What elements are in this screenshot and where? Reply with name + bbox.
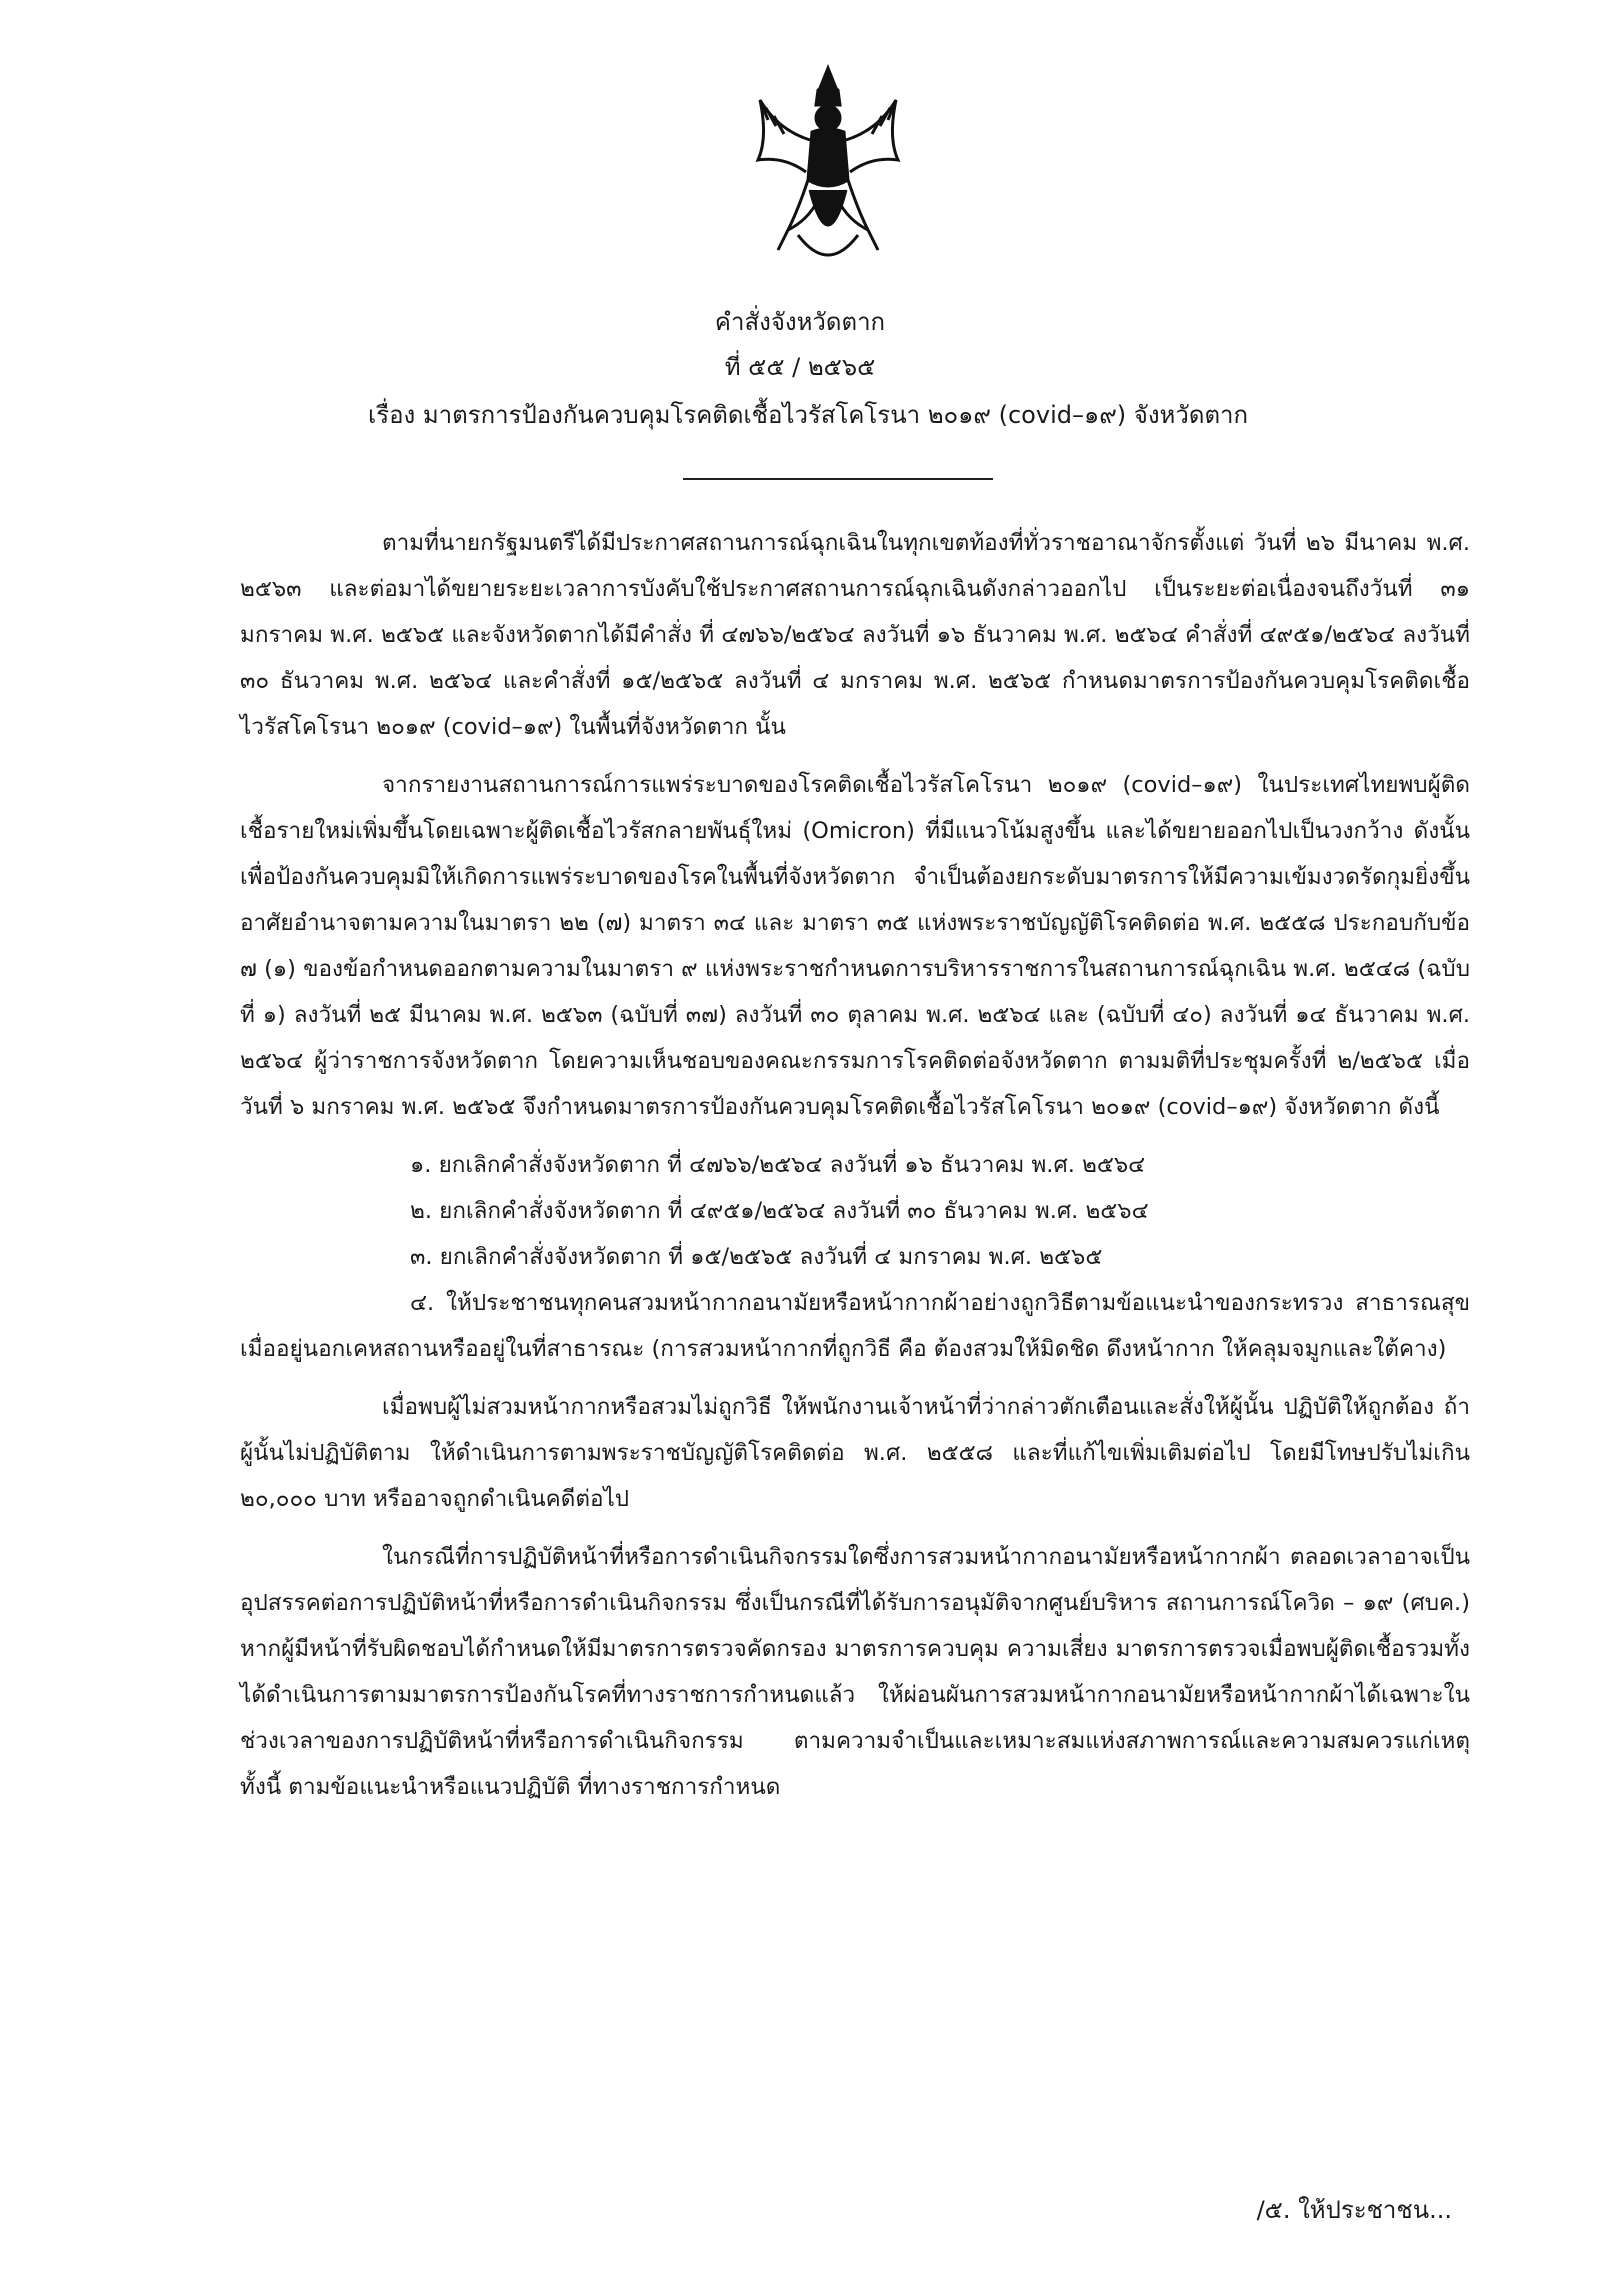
paragraph-authority: จากรายงานสถานการณ์การแพร่ระบาดของโรคติดเชื้อไวรัสโคโรนา ๒๐๑๙ (covid–๑๙) ในประเทศไทยพบผู้ติดเชื้อรายใหม่เพิ่มขึ้นโดยเฉพาะผู้ติดเชื้อไวรัสกลายพันธุ์ใหม่ (Omicron) ที่มีแนวโน้มสูงขึ้น และได้ขยายออกไปเป็นวงกว้าง ดังนั้น เพื่อป้องกันควบคุมมิให้เกิดการแพร่ระบาดของโรคในพื้นที่จังหวัดตาก จำเป็นต้องยกระดับมาตรการให้มีความเข้มงวดรัดกุมยิ่งขึ้น อาศัยอำนาจตามความในมาตรา ๒๒ (๗) มาตรา ๓๔ และ มาตรา ๓๕ แห่งพระราชบัญญัติโรคติดต่อ พ.ศ. ๒๕๕๘ ประกอบกับข้อ ๗ (๑) ของข้อกำหนดออกตามความในมาตรา ๙ แห่งพระราชกำหนดการบริหารราชการในสถานการณ์ฉุกเฉิน พ.ศ. ๒๕๔๘ (ฉบับที่ ๑) ลงวันที่ ๒๕ มีนาคม พ.ศ. ๒๕๖๓ (ฉบับที่ ๓๗) ลงวันที่ ๓๐ ตุลาคม พ.ศ. ๒๕๖๔ และ (ฉบับที่ ๔๐) ลงวันที่ ๑๔ ธันวาคม พ.ศ. ๒๕๖๔ ผู้ว่าราชการจังหวัดตาก โดยความเห็นชอบของคณะกรรมการโรคติดต่อจังหวัดตาก ตามมติที่ประชุมครั้งที่ ๒/๒๕๖๕ เมื่อวันที่ ๖ มกราคม พ.ศ. ๒๕๖๕ จึงกำหนดมาตรการป้องกันควบคุมโรคติดเชื้อไวรัสโคโรนา ๒๐๑๙ (covid–๑๙) จังหวัดตาก ดังนี้ xyxy=(240,772,1470,1120)
list-item-1: ๑. ยกเลิกคำสั่งจังหวัดตาก ที่ ๔๗๖๖/๒๕๖๔ ลงวันที่ ๑๖ ธันวาคม พ.ศ. ๒๕๖๔ xyxy=(410,1152,1146,1178)
paragraph-penalty: เมื่อพบผู้ไม่สวมหน้ากากหรือสวมไม่ถูกวิธี ให้พนักงานเจ้าหน้าที่ว่ากล่าวตักเตือนและสั่งให้ผู้นั้น ปฏิบัติให้ถูกต้อง ถ้าผู้นั้นไม่ปฏิบัติตาม ให้ดำเนินการตามพระราชบัญญัติโรคติดต่อ พ.ศ. ๒๕๕๘ และที่แก้ไขเพิ่มเติมต่อไป โดยมีโทษปรับไม่เกิน ๒๐,๐๐๐ บาท หรืออาจถูกดำเนินคดีต่อไป xyxy=(240,1394,1470,1512)
order-number: ที่ ๕๕ / ๒๕๖๕ xyxy=(724,353,876,381)
order-subject: เรื่อง มาตรการป้องกันควบคุมโรคติดเชื้อไวรัสโคโรนา ๒๐๑๙ (covid–๑๙) จังหวัดตาก xyxy=(368,401,1249,429)
list-item-3: ๓. ยกเลิกคำสั่งจังหวัดตาก ที่ ๑๕/๒๕๖๕ ลงวันที่ ๔ มกราคม พ.ศ. ๒๕๖๕ xyxy=(410,1244,1103,1270)
garuda-emblem-icon xyxy=(748,60,908,280)
document-body xyxy=(240,520,1470,1822)
list-item-4: ๔. ให้ประชาชนทุกคนสวมหน้ากากอนามัยหรือหน้ากากผ้าอย่างถูกวิธีตามข้อแนะนำของกระทรวง สาธารณสุข เมื่ออยู่นอกเคหสถานหรืออยู่ในที่สาธารณะ (การสวมหน้ากากที่ถูกวิธี คือ ต้องสวมให้มิดชิด ดึงหน้ากาก ให้คลุมจมูกและใต้คาง) xyxy=(240,1290,1470,1362)
paragraph-exemption: ในกรณีที่การปฏิบัติหน้าที่หรือการดำเนินกิจกรรมใดซึ่งการสวมหน้ากากอนามัยหรือหน้ากากผ้า ตลอดเวลาอาจเป็นอุปสรรคต่อการปฏิบัติหน้าที่หรือการดำเนินกิจกรรม ซึ่งเป็นกรณีที่ได้รับการอนุมัติจากศูนย์บริหาร สถานการณ์โควิด – ๑๙ (ศบค.) หากผู้มีหน้าที่รับผิดชอบได้กำหนดให้มีมาตรการตรวจคัดกรอง มาตรการควบคุม ความเสี่ยง มาตรการตรวจเมื่อพบผู้ติดเชื้อรวมทั้งได้ดำเนินการตามมาตรการป้องกันโรคที่ทางราชการกำหนดแล้ว ให้ผ่อนผันการสวมหน้ากากอนามัยหรือหน้ากากผ้าได้เฉพาะในช่วงเวลาของการปฏิบัติหน้าที่หรือการดำเนินกิจกรรม ตามความจำเป็นและเหมาะสมแห่งสภาพการณ์และความสมควรแก่เหตุ ทั้งนี้ ตามข้อแนะนำหรือแนวปฏิบัติ ที่ทางราชการกำหนด xyxy=(240,1544,1470,1800)
order-title: คำสั่งจังหวัดตาก xyxy=(714,308,886,336)
continuation-note: /๕. ให้ประชาชน... xyxy=(1256,2196,1452,2224)
list-item-2: ๒. ยกเลิกคำสั่งจังหวัดตาก ที่ ๔๙๕๑/๒๕๖๔ ลงวันที่ ๓๐ ธันวาคม พ.ศ. ๒๕๖๔ xyxy=(410,1198,1149,1224)
divider-line xyxy=(683,478,993,480)
paragraph-background: ตามที่นายกรัฐมนตรีได้มีประกาศสถานการณ์ฉุกเฉินในทุกเขตท้องที่ทั่วราชอาณาจักรตั้งแต่ วันที่ ๒๖ มีนาคม พ.ศ. ๒๕๖๓ และต่อมาได้ขยายระยะเวลาการบังคับใช้ประกาศสถานการณ์ฉุกเฉินดังกล่าวออกไป เป็นระยะต่อเนื่องจนถึงวันที่ ๓๑ มกราคม พ.ศ. ๒๕๖๕ และจังหวัดตากได้มีคำสั่ง ที่ ๔๗๖๖/๒๕๖๔ ลงวันที่ ๑๖ ธันวาคม พ.ศ. ๒๕๖๔ คำสั่งที่ ๔๙๕๑/๒๕๖๔ ลงวันที่ ๓๐ ธันวาคม พ.ศ. ๒๕๖๔ และคำสั่งที่ ๑๕/๒๕๖๕ ลงวันที่ ๔ มกราคม พ.ศ. ๒๕๖๕ กำหนดมาตรการป้องกันควบคุมโรคติดเชื้อไวรัสโคโรนา ๒๐๑๙ (covid–๑๙) ในพื้นที่จังหวัดตาก นั้น xyxy=(240,530,1470,740)
